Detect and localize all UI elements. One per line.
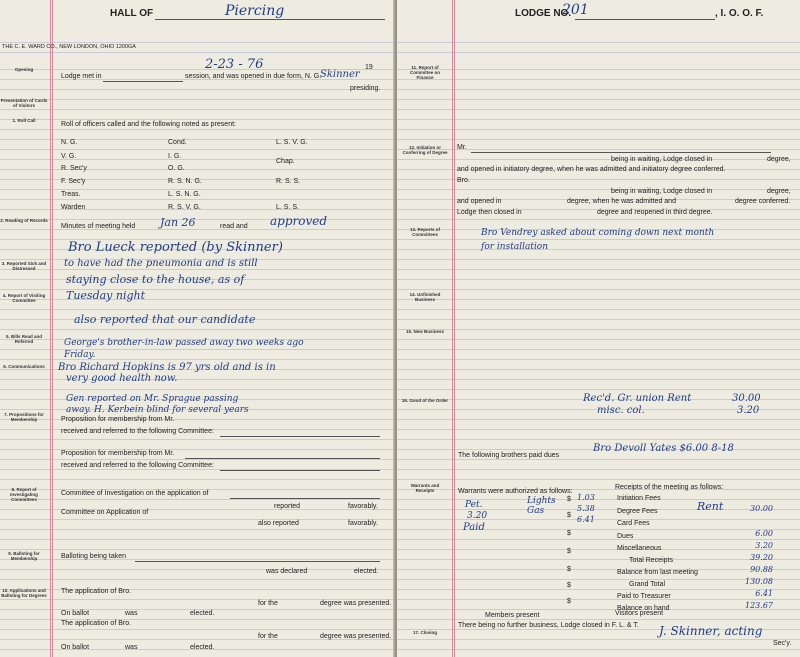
read-and-text: read and — [220, 223, 248, 230]
receipt-amount: 39.20 — [750, 553, 773, 562]
hall-of-label: HALL OF — [110, 8, 154, 19]
receipt-amount: 90.88 — [750, 565, 773, 574]
ballot-text: Balloting being taken — [61, 553, 126, 560]
officer-lss: L. S. S. — [276, 204, 299, 211]
label-unfinished: 14. Unfinished Business — [409, 292, 441, 302]
officer-rss: R. S. S. — [276, 178, 301, 185]
hw-warrant-side: Pet. — [465, 500, 483, 510]
officer-rsvg: R. S. V. G. — [168, 204, 201, 211]
when-admitted-text: degree, when he was admitted and — [567, 198, 676, 205]
hw-comm-line: Bro Richard Hopkins is 97 yrs old and is in — [58, 362, 276, 373]
right-page — [397, 0, 800, 657]
hw-committees: Bro Vendrey asked about coming down next month for installation — [481, 228, 715, 252]
label-communications: 6. Communications — [3, 364, 45, 369]
bro-text: Bro. — [457, 177, 470, 184]
hw-good-line: Rec'd. Gr. union Rent — [583, 393, 692, 404]
receipt-row-label: Grand Total — [629, 581, 666, 588]
members-present-text: Members present — [485, 612, 540, 619]
hw-ng: Skinner — [320, 69, 360, 80]
officer-ig: I. G. — [168, 153, 182, 160]
fill-rule — [471, 152, 771, 153]
received2-text: received and referred to the following Committee: — [61, 462, 214, 469]
session-text: session, and was opened in due form, N. G. — [185, 73, 322, 80]
elected-text: elected. — [354, 568, 379, 575]
dollar-sign: $ — [567, 566, 571, 573]
prop2-text: Proposition for membership from Mr. — [61, 450, 175, 457]
margin-line — [50, 0, 51, 657]
lodge-rule — [575, 19, 715, 20]
receipt-amount: 30.00 — [750, 504, 773, 513]
label-finance: 11. Report of Committee on Finance — [409, 65, 440, 80]
roll-text: Roll of officers called and the following noted as present: — [61, 121, 236, 128]
receipt-row-label: Dues — [617, 533, 634, 540]
hw-date: 2-23 - 76 — [205, 57, 264, 72]
label-records: 2. Reading of Records — [0, 218, 48, 223]
hw-sick-line: to have had the pneumonia and is still — [64, 258, 258, 269]
label-balloting: 9. Balloting for Membership — [8, 551, 40, 561]
reopened-text: degree and reopened in third degree. — [597, 209, 713, 216]
secy-text: Sec'y. — [773, 640, 792, 647]
hw-warrant-item: Gas — [527, 506, 545, 516]
coi-text: Committee of Investigation on the application of — [61, 490, 209, 497]
hw-dues-paid: Bro Devoll Yates $6.00 8-18 — [593, 443, 734, 454]
label-committees: 13. Reports of Committees — [409, 227, 440, 237]
officer-lsvg: L. S. V. G. — [276, 139, 308, 146]
lodge-no-label: LODGE NO. — [515, 8, 572, 19]
minutes-text: Minutes of meeting held — [61, 223, 136, 230]
left-page — [0, 0, 395, 657]
hw-warrant-side: Paid — [463, 522, 485, 533]
degree2-text: degree was presented. — [320, 633, 392, 640]
receipt-row-label: Total Receipts — [629, 557, 673, 564]
hall-name: Piercing — [225, 3, 285, 19]
reported-text: reported — [274, 503, 301, 510]
waiting-text: being in waiting, Lodge closed in — [611, 156, 713, 163]
label-visiting: 4. Report of Visiting Committee — [2, 293, 46, 303]
visitors-present-text: Visitors present — [615, 610, 664, 617]
receipt-row-label: Card Fees — [617, 520, 650, 527]
label-investigating: 8. Report of Investigating Committees — [10, 487, 38, 502]
also-text: also reported — [258, 520, 299, 527]
warrants-text: Warrants were authorized as follows: — [458, 488, 573, 495]
officer-vg: V. G. — [61, 153, 77, 160]
label-closing: 17. Closing — [412, 630, 437, 635]
brothers-paid-text: The following brothers paid dues — [458, 452, 560, 459]
label-bills: 5. Bills Read and Referred — [5, 334, 42, 344]
hw-warrant-side: 3.20 — [467, 511, 488, 521]
onballot2-text: On ballot — [61, 644, 90, 651]
hw-bills-line: George's brother-in-law passed away two weeks ago — [64, 338, 304, 348]
officer-warden: Warden — [61, 204, 86, 211]
coa-text: Committee on Application of — [61, 509, 149, 516]
label-initiation: 12. Initiation or Conferring of Degree — [402, 145, 448, 155]
publisher-imprint: THE C. E. WARD CO., NEW LONDON, OHIO 1200GA — [2, 44, 136, 50]
hw-warrant-amount: 1.03 — [577, 493, 595, 502]
label-propositions: 7. Propositions for Membership — [4, 412, 44, 422]
prop1-text: Proposition for membership from Mr. — [61, 416, 175, 423]
onballot-text: On ballot — [61, 610, 90, 617]
label-opening: Opening — [14, 67, 34, 72]
label-sick: 3. Reported Sick and Distressed — [1, 261, 47, 271]
receipt-row-label: Miscellaneous — [617, 545, 662, 552]
receipt-amount: 6.00 — [755, 529, 773, 538]
receipt-row-label: Degree Fees — [617, 508, 658, 515]
officer-ng: N. G. — [61, 139, 78, 146]
fill-rule — [230, 498, 380, 499]
label-cards: Presentation of Cards of Visitors — [0, 98, 48, 108]
margin-line — [52, 0, 53, 657]
hall-rule — [155, 19, 385, 20]
no-further-text: There being no further business, Lodge closed in F. L. & T. — [458, 622, 639, 629]
dollar-sign: $ — [567, 530, 571, 537]
degree-conf-text: degree conferred. — [735, 198, 791, 205]
waiting2-text: being in waiting, Lodge closed in — [611, 188, 713, 195]
hw-visiting-line: also reported that our candidate — [74, 313, 256, 326]
hw-bills-line: Friday. — [64, 350, 96, 360]
hw-good-amount: 30.00 — [732, 393, 761, 404]
officer-rsng: R. S. N. G. — [168, 178, 202, 185]
was-text: was — [125, 610, 138, 617]
officer-rsecy: R. Sec'y — [61, 165, 87, 172]
opened-in-text: and opened in — [457, 198, 502, 205]
officer-lsng: L. S. N. G. — [168, 191, 201, 198]
lodge-number: 201 — [562, 2, 589, 18]
label-roll: 1. Roll Call — [12, 118, 36, 123]
officer-chap: Chap. — [276, 158, 295, 165]
fill-rule — [135, 561, 380, 562]
fill-rule — [220, 470, 380, 471]
officer-treas: Treas. — [61, 191, 81, 198]
hw-approved: approved — [270, 214, 328, 228]
hw-warrant-amount: 6.41 — [577, 515, 595, 524]
app2-text: The application of Bro. — [61, 620, 132, 627]
hw-good-line: misc. col. — [597, 405, 645, 416]
dollar-sign: $ — [567, 548, 571, 555]
hw-comm-line: very good health now. — [66, 373, 178, 384]
opened-init-text: and opened in initiatory degree, when he was admitted and initiatory degree conferred. — [457, 166, 726, 173]
degree-r2-text: degree, — [767, 188, 791, 195]
hw-closing-signature: J. Skinner, acting — [659, 624, 763, 638]
dollar-sign: $ — [567, 582, 571, 589]
label-new-business: 15. New Business — [405, 329, 445, 334]
header-band — [397, 0, 800, 42]
degree-text: degree was presented. — [320, 600, 392, 607]
receipt-row-label: Balance from last meeting — [617, 569, 698, 576]
dollar-sign: $ — [567, 598, 571, 605]
year-label: 19 — [365, 64, 373, 71]
hw-warrant-amount: 5.38 — [577, 504, 595, 513]
margin-line — [452, 0, 453, 657]
officer-og: O. G. — [168, 165, 185, 172]
fill-rule — [185, 458, 380, 459]
header-band — [0, 0, 395, 42]
declared-text: was declared — [266, 568, 308, 575]
receipt-amount: 130.08 — [745, 577, 773, 586]
label-applications: 10. Applications and Balloting for Degrees — [1, 588, 47, 598]
elected2-text: elected. — [190, 610, 215, 617]
for-the2-text: for the — [258, 633, 278, 640]
hw-sick-line: Tuesday night — [66, 289, 146, 302]
officer-fsecy: F. Sec'y — [61, 178, 86, 185]
presiding-text: presiding. — [350, 85, 381, 92]
hw-degree-note: Rent — [697, 500, 724, 513]
hw-prop-line: away. H. Kerbein blind for several years — [66, 405, 249, 415]
favorably2-text: favorably. — [348, 520, 378, 527]
receipts-text: Receipts of the meeting as follows: — [615, 484, 724, 491]
receipt-amount: 123.67 — [745, 601, 773, 610]
degree-r-text: degree, — [767, 156, 791, 163]
hw-good-amount: 3.20 — [737, 405, 760, 416]
hw-sick-line: Bro Lueck reported (by Skinner) — [68, 240, 283, 255]
iiof-label: , I. O. O. F. — [715, 8, 764, 19]
receipt-row-label: Paid to Treasurer — [617, 593, 671, 600]
elected3-text: elected. — [190, 644, 215, 651]
met-in-text: Lodge met in — [61, 73, 102, 80]
favorably-text: favorably. — [348, 503, 378, 510]
receipt-amount: 6.41 — [755, 589, 773, 598]
fill-rule — [103, 81, 183, 82]
hw-minutes-date: Jan 26 — [160, 216, 196, 229]
fill-rule — [220, 436, 380, 437]
app1-text: The application of Bro. — [61, 588, 132, 595]
officer-cond: Cond. — [168, 139, 187, 146]
receipt-amount: 3.20 — [755, 541, 773, 550]
was2-text: was — [125, 644, 138, 651]
closed-in-text: Lodge then closed in — [457, 209, 522, 216]
margin-line — [454, 0, 455, 657]
dollar-sign: $ — [567, 512, 571, 519]
received1-text: received and referred to the following Committee: — [61, 428, 214, 435]
mr-text: Mr. — [457, 144, 467, 151]
hw-sick-line: staying close to the house, as of — [66, 273, 245, 286]
hw-prop-line: Gen reported on Mr. Sprague passing — [66, 394, 239, 404]
dollar-sign: $ — [567, 496, 571, 503]
label-warrants: Warrants and Receipts — [410, 483, 440, 493]
for-the-text: for the — [258, 600, 278, 607]
receipt-row-label: Initiation Fees — [617, 495, 661, 502]
label-good-order: 16. Good of the Order — [401, 398, 449, 403]
receipt-row-label: Balance on hand — [617, 605, 670, 612]
hw-warrant-item: Lights — [527, 496, 556, 506]
